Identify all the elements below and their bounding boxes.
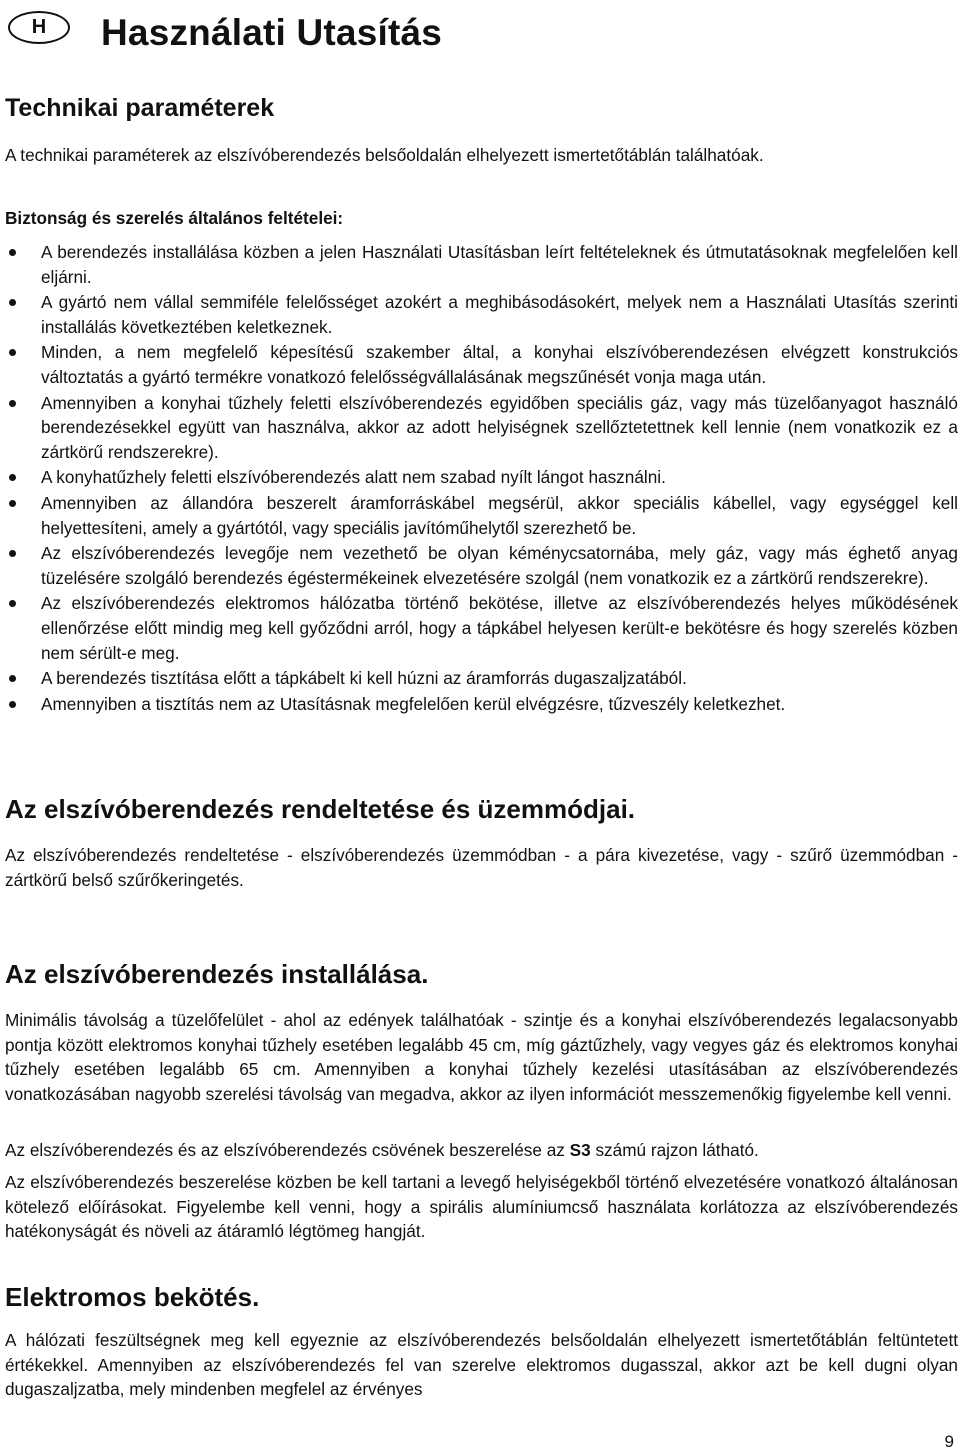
safety-item-text: Az elszívóberendezés levegője nem vezethető be olyan kéménycsatornába, mely gáz, vagy más éghető anyag tüzelésére szolgáló berendezés égéstermékeinek elvezetésére szolgál (nem vonatkozik ez a zártkörű rendszerekre). [41,543,958,588]
bullet-dot-icon [9,249,16,256]
language-badge [8,11,70,44]
document-title: Használati Utasítás [101,12,443,53]
installation-paragraph-2 [5,1138,958,1163]
electrical-heading: Elektromos bekötés. [5,1282,260,1312]
safety-item [0,465,958,490]
technical-text: A technikai paraméterek az elszívóberendezés belsőoldalán elhelyezett ismertetőtáblán találhatóak. [5,145,764,165]
safety-heading: Biztonság és szerelés általános feltételei: [5,208,344,228]
safety-item [0,391,958,465]
bullet-dot-icon [9,701,16,708]
safety-item [0,491,958,540]
installation-paragraph-3: Az elszívóberendezés beszerelése közben be kell tartani a levegő helyiségekből történő elvezetésére vonatkozó általánosan kötelező előírásokat. Figyelembe kell venni, hogy a spirális alumíniumcső használata korlátozza az elszívóberendezés hatékonyságát és növeli az átáramló légtömeg hangját. [5,1172,958,1242]
purpose-text: Az elszívóberendezés rendeltetése - elszívóberendezés üzemmódban - a pára kivezetése, vagy - szűrő üzemmódban - zártkörű belső szűrőkeringetés. [5,845,958,890]
safety-item-text: Az elszívóberendezés elektromos hálózatba történő bekötése, illetve az elszívóberendezés helyes működésének ellenőrzése előtt mindig meg kell győződni arról, hogy a tápkábel helyesen került-e bekötésre és hogy szerelés közben nem sérült-e meg. [41,593,958,663]
safety-item [0,340,958,389]
safety-item [0,240,958,289]
safety-item-text: Amennyiben a konyhai tűzhely feletti elszívóberendezés egyidőben speciális gáz, vagy más tüzelőanyagot használó berendezésekkel együtt van használva, akkor az adott helyiségnek szellőztetettnek kell lennie (nem vonatkozik ez a zártkörű rendszerekre). [41,392,958,462]
bullet-dot-icon [9,550,16,557]
bullet-dot-icon [9,500,16,507]
safety-item [0,591,958,665]
safety-item-text: Amennyiben az állandóra beszerelt áramforráskábel megsérül, akkor speciális kábellel, vagy egységgel kell helyettesíteni, amely a gyártótól, vagy speciális javítóműhelytől szerezhető be. [41,492,958,538]
safety-item-text: A berendezés installálása közben a jelen Használati Utasításban leírt feltételeknek és útmutatásoknak megfelelően kell eljárni. [41,242,958,287]
bullet-dot-icon [9,349,16,356]
safety-item [0,666,958,691]
safety-item-text: Minden, a nem megfelelő képesítésű szakember által, a konyhai elszívóberendezésen elvégzett konstrukciós változtatás a gyártó termékre vonatkozó felelősségvállalásának megszűnését vonja maga után. [41,342,958,387]
bullet-dot-icon [9,299,16,306]
safety-item-text: A berendezés tisztítása előtt a tápkábelt ki kell húzni az áramforrás dugaszaljzatából. [41,668,687,689]
installation-p2-start: Az elszívóberendezés és az elszívóberendezés csövének beszerelése az [5,1140,570,1160]
purpose-heading: Az elszívóberendezés rendeltetése és üzemmódjai. [5,794,636,824]
technical-heading: Technikai paraméterek [5,94,275,122]
safety-item-text: A konyhatűzhely feletti elszívóberendezés alatt nem szabad nyílt lángot használni. [41,467,666,488]
language-badge-label: H [31,16,47,38]
safety-item [0,692,958,717]
drawing-reference: S3 [569,1140,591,1160]
bullet-dot-icon [9,400,16,407]
safety-list [0,240,960,717]
installation-paragraph-1: Minimális távolság a tüzelőfelület - ahol az edények találhatóak - szintje és a konyhai elszívóberendezés legalacsonyabb pontja között elektromos konyhai tűzhely esetében legalább 45 cm, míg gáztűzhely, vagy vegyes gáz és elektromos konyhai tűzhely esetében legalább 65 cm. Amennyiben a konyhai tűzhely kezelési utasításában az elszívóberendezés vonatkozásában nagyobb szerelési távolság van megadva, akkor az ilyen információt messzemenőkig figyelembe kell venni. [5,1010,958,1104]
safety-item [0,290,958,339]
bullet-dot-icon [9,600,16,607]
safety-item [0,541,958,590]
installation-heading: Az elszívóberendezés installálása. [5,959,429,989]
safety-item-text: Amennyiben a tisztítás nem az Utasításnak megfelelően kerül elvégzésre, tűzveszély keletkezhet. [41,693,786,714]
bullet-dot-icon [9,675,16,682]
electrical-text: A hálózati feszültségnek meg kell egyeznie az elszívóberendezés belsőoldalán elhelyezett ismertetőtáblán feltüntetett értékekkel. Amennyiben az elszívóberendezés fel van szerelve elektromos dugasszal, akkor azt be kell dugni olyan dugaszaljzatba, mely mindenben megfelel az érvényes [5,1330,958,1400]
page-number: 9 [944,1432,954,1451]
installation-p2-end: számú rajzon látható. [590,1140,759,1160]
bullet-dot-icon [9,474,16,481]
safety-item-text: A gyártó nem vállal semmiféle felelősséget azokért a meghibásodásokért, melyek nem a Használati Utasítás szerinti installálás következtében keletkeznek. [41,292,958,337]
